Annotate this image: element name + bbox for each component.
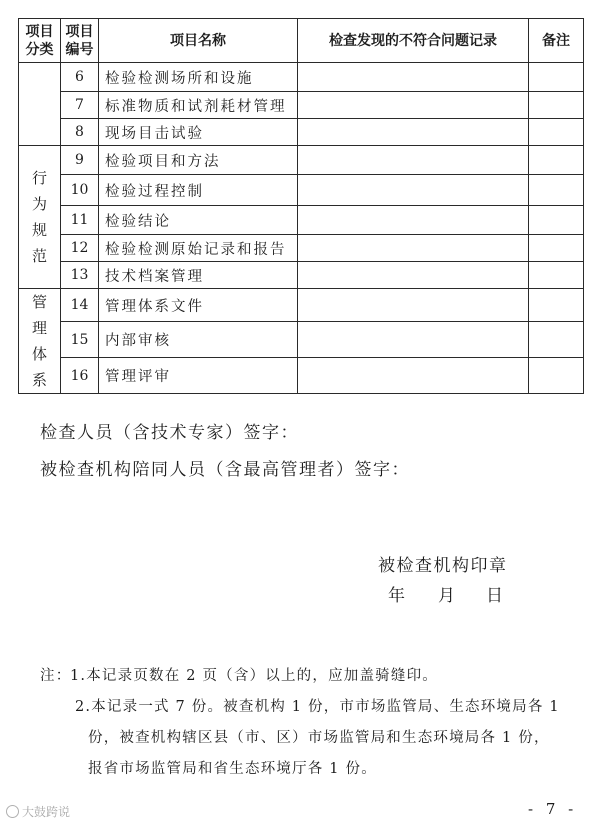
page-number: - 7 - (528, 800, 578, 818)
table-row (19, 322, 584, 358)
header-number (61, 19, 99, 63)
note-1: 1.本记录页数在 2 页（含）以上的，应加盖骑缝印。 (70, 668, 438, 684)
item-number: 11 (61, 206, 99, 235)
remarks-cell (529, 322, 584, 358)
findings-cell (298, 175, 529, 206)
remarks-cell (529, 235, 584, 262)
item-name: 标准物质和试剂耗材管理 (99, 92, 298, 119)
watermark (6, 803, 70, 820)
notes-label: 注： (40, 668, 72, 684)
findings-cell (298, 262, 529, 289)
remarks-cell (529, 289, 584, 322)
note-2-line: 2.本记录一式 7 份。被查机构 1 份，市市场监管局、生态环境局各 1 (75, 699, 560, 715)
group-label-line: 规范 (31, 221, 53, 265)
table-row (19, 262, 584, 289)
findings-cell (298, 146, 529, 175)
findings-cell (298, 92, 529, 119)
item-name: 现场目击试验 (99, 119, 298, 146)
header-number-line: 项目 (65, 23, 94, 40)
findings-cell (298, 206, 529, 235)
item-name: 检验结论 (99, 206, 298, 235)
remarks-cell (529, 206, 584, 235)
table-row (19, 146, 584, 175)
table-row (19, 206, 584, 235)
table-row (19, 63, 584, 92)
group-label-cell (19, 289, 61, 394)
inspection-record-table (18, 18, 584, 394)
item-name: 技术档案管理 (99, 262, 298, 289)
item-number: 12 (61, 235, 99, 262)
table-row (19, 289, 584, 322)
table-row (19, 175, 584, 206)
group-label-line: 管理 (31, 293, 53, 337)
header-category-line: 分类 (25, 41, 54, 58)
group-label-line: 体系 (31, 345, 53, 389)
group-label-line: 行为 (31, 169, 53, 213)
remarks-cell (529, 262, 584, 289)
item-number: 13 (61, 262, 99, 289)
watermark-text: 大鼓跨说 (22, 805, 71, 819)
remarks-cell (529, 146, 584, 175)
header-category-line: 项目 (25, 23, 54, 40)
item-name: 检验过程控制 (99, 175, 298, 206)
item-number: 8 (61, 119, 99, 146)
date-year: 年 (388, 586, 405, 606)
header-remarks: 备注 (529, 19, 584, 63)
inspectors-signature-label: 检查人员（含技术专家）签字： (40, 423, 299, 443)
item-number: 16 (61, 358, 99, 394)
item-name: 内部审核 (99, 322, 298, 358)
item-name: 检验检测场所和设施 (99, 63, 298, 92)
remarks-cell (529, 358, 584, 394)
item-number: 10 (61, 175, 99, 206)
table-row (19, 235, 584, 262)
findings-cell (298, 119, 529, 146)
findings-cell (298, 358, 529, 394)
table-row (19, 358, 584, 394)
item-number: 14 (61, 289, 99, 322)
table-row (19, 119, 584, 146)
note-2-line: 份，被查机构辖区县（市、区）市场监管局和生态环境局各 1 份， (88, 730, 550, 746)
item-name: 检验项目和方法 (99, 146, 298, 175)
findings-cell (298, 322, 529, 358)
remarks-cell (529, 92, 584, 119)
item-number: 7 (61, 92, 99, 119)
item-number: 9 (61, 146, 99, 175)
seal-label: 被检查机构印章 (378, 556, 508, 576)
header-findings: 检查发现的不符合问题记录 (298, 19, 529, 63)
watermark-logo-icon (6, 805, 19, 818)
findings-cell (298, 235, 529, 262)
remarks-cell (529, 119, 584, 146)
item-name: 管理体系文件 (99, 289, 298, 322)
item-number: 6 (61, 63, 99, 92)
group-label-cell (19, 146, 61, 289)
item-name: 检验检测原始记录和报告 (99, 235, 298, 262)
note-2-line: 报省市场监管局和省生态环境厅各 1 份。 (88, 761, 377, 777)
header-category (19, 19, 61, 63)
table-header-row (19, 19, 584, 63)
item-number: 15 (61, 322, 99, 358)
findings-cell (298, 289, 529, 322)
accompanying-signature-label: 被检查机构陪同人员（含最高管理者）签字： (40, 460, 410, 480)
remarks-cell (529, 63, 584, 92)
header-name: 项目名称 (99, 19, 298, 63)
item-name: 管理评审 (99, 358, 298, 394)
date-month: 月 (438, 586, 455, 606)
header-number-line: 编号 (65, 41, 94, 58)
date-day: 日 (486, 586, 503, 606)
remarks-cell (529, 175, 584, 206)
group-label-cell (19, 63, 61, 146)
findings-cell (298, 63, 529, 92)
table-row (19, 92, 584, 119)
